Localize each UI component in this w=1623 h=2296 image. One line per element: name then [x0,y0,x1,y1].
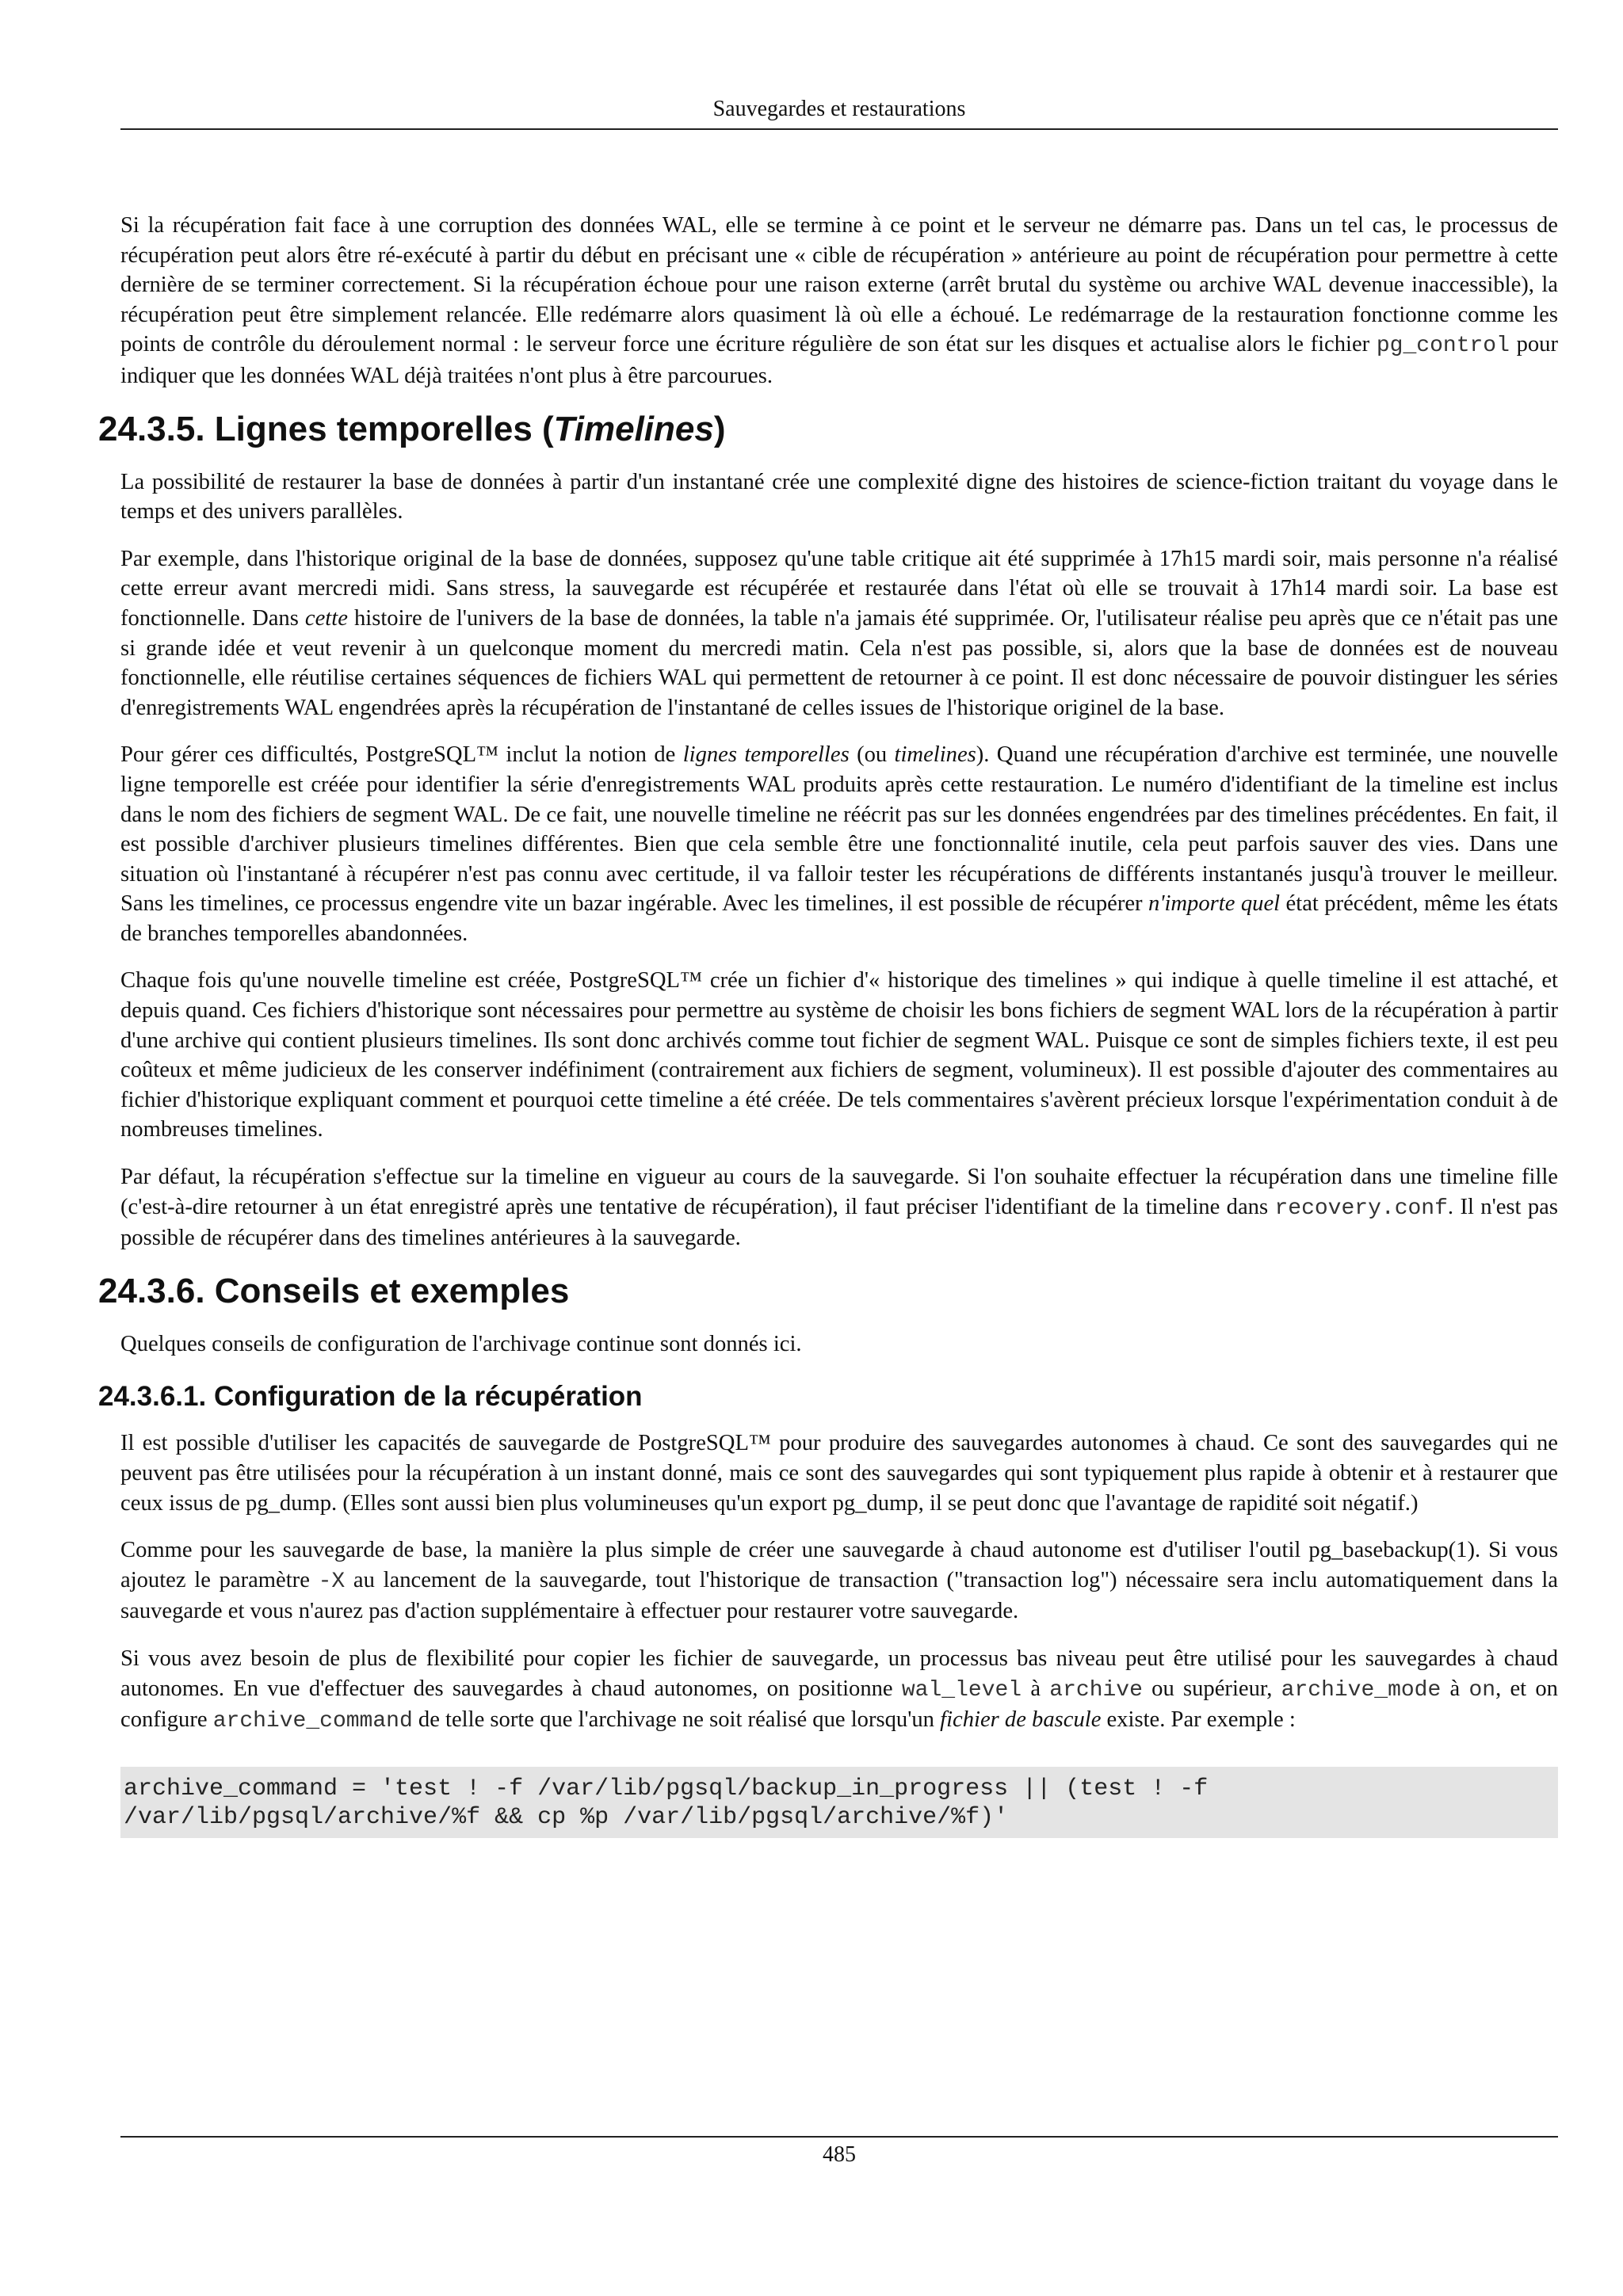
paragraph-timelines-default [120,1162,1558,1253]
inline-code: archive [1049,1677,1143,1703]
text-run: Par défaut, la récupération s'effectue sur la timeline en vigueur au cours de la sauvegarde. Si l'on souhaite effectuer la récupération dans une timeline fille (c'est-à-dire retourner à un état enregistré après une tentative de récupération), il faut préciser l'identifiant de la timeline dans [120,1165,1558,1219]
text-run: de telle sorte que l'archivage ne soit réalisé que lorsqu'un [412,1707,941,1733]
text-run: Pour gérer ces difficultés, PostgreSQL™ inclut la notion de [120,742,683,768]
page-content [98,211,1559,1838]
emphasis: fichier de bascule [940,1707,1102,1733]
text-run: , et on configure [120,1676,1558,1733]
code-block-archive-command [120,1767,1558,1838]
inline-code: archive_mode [1281,1677,1442,1703]
text-run: (ou [849,742,895,768]
text-run: . Il n'est pas possible de récupérer dans des timelines antérieures à la sauvegarde. [120,1194,1559,1251]
subsection-heading-recovery-config: 24.3.6.1. Configuration de la récupération [98,1381,643,1413]
emphasis: n'importe quel [1148,891,1281,917]
paragraph-timelines-example [120,544,1558,723]
paragraph-tips-intro: Quelques conseils de configuration de l'archivage continue sont donnés ici. [120,1331,802,1356]
text-run: Par exemple, dans l'historique original de la base de données, supposez qu'une table critique ait été supprimée à 17h15 mardi soir, mais personne n'a réalisé cette erreur avant mercredi midi. Sans stress, la sauvegarde est récupérée et restaurée dans l'état où elle se trouvait à 17h14 mardi soir. La base est fonctionnelle. Dans [120,546,1558,631]
inline-code: pg_control [1376,334,1510,359]
text-run: Si vous avez besoin de plus de flexibilité pour copier les fichier de sauvegarde, un processus bas niveau peut être utilisé pour les sauvegardes à chaud autonomes. En vue d'effectuer des sauvegardes à chaud autonomes, on positionne [120,1646,1558,1701]
inline-code: archive_command [212,1709,413,1734]
paragraph-timelines-history: Chaque fois qu'une nouvelle timeline est créée, PostgreSQL™ crée un fichier d'« historique des timelines » qui indique à quelle timeline il est attaché, et depuis quand. Ces fichiers d'historique sont nécessaires pour permettre au système de choisir les bons fichiers de segment WAL lors de la récupération à partir d'une archive qui contient plusieurs timelines. Ils sont donc archivés comme tout fichier de segment WAL. Puisque ce sont de simples fichiers texte, il est peu coûteux et même judicieux de les conserver indéfiniment (contrairement aux fichiers de segment, volumineux). Il est possible d'ajouter des commentaires au fichier d'historique expliquant comment et pourquoi cette timeline a été créée. De tels commentaires s'avèrent précieux lorsque l'expérimentation conduit à de nombreuses timelines. [120,968,1558,1142]
text-run: Si la récupération fait face à une corruption des données WAL, elle se termine à ce point et le serveur ne démarre pas. Dans un tel cas, le processus de récupération peut alors être ré-exécuté à partir du début en précisant une « cible de récupération » antérieure au point de récupération pour permettre à cette dernière de se terminer correctement. Si la récupération échoue pour une raison externe (arrêt brutal du système ou archive WAL devenue inaccessible), la récupération peut être simplement relancée. Elle redémarre alors quasiment là où elle a échoué. Le redémarrage de la restauration fonctionne comme les points de contrôle du déroulement normal : le serveur force une écriture régulière de son état sur les disques et actualise alors le fichier [120,213,1558,357]
text-run: pour indiquer que les données WAL déjà traitées n'ont plus à être parcourues. [120,332,1558,388]
paragraph-timelines-notion [120,740,1558,948]
emphasis: cette [304,605,348,631]
header-rule [120,128,1558,130]
heading-text: 24.3.5. Lignes temporelles ( [98,409,554,448]
paragraph-pg-basebackup [120,1535,1558,1627]
inline-code: recovery.conf [1274,1196,1448,1221]
paragraph-hot-backups: Il est possible d'utiliser les capacités de sauvegarde de PostgreSQL™ pour produire des sauvegardes autonomes à chaud. Ce sont des sauvegardes qui ne peuvent pas être utilisées pour la récupération à un instant donné, mais ce sont des sauvegardes qui sont typiquement plus rapide à obtenir et à restaurer que ceux issus de pg_dump. (Elles sont aussi bien plus volumineuses qu'un export pg_dump, il se peut donc que l'avantage de rapidité soit négatif.) [120,1431,1558,1516]
code-line: /var/lib/pgsql/archive/%f && cp %p /var/lib/pgsql/archive/%f)' [124,1803,1009,1831]
paragraph-timelines-intro: La possibilité de restaurer la base de données à partir d'un instantané crée une complexité digne des histoires de science-fiction traitant du voyage dans le temps et des univers parallèles. [120,469,1558,524]
code-line: archive_command = 'test ! -f /var/lib/pgsql/backup_in_progress || (test ! -f [124,1775,1209,1802]
section-heading-tips: 24.3.6. Conseils et exemples [98,1271,570,1310]
footer-rule [120,2136,1558,2138]
text-run: état précédent, même les états de branches temporelles abandonnées. [120,891,1558,946]
text-run: à [1441,1676,1469,1701]
inline-code: -X [318,1569,346,1594]
heading-text: ) [713,409,726,448]
heading-emphasis: Timelines [553,409,714,448]
text-run: Comme pour les sauvegarde de base, la manière la plus simple de créer une sauvegarde à chaud autonome est d'utiliser l'outil pg_basebackup(1). Si vous ajoutez le paramètre [120,1538,1558,1592]
inline-code: wal_level [901,1677,1022,1703]
text-run: ). Quand une récupération d'archive est terminée, une nouvelle ligne temporelle est créée pour identifier la série d'enregistrements WAL produits après cette restauration. Le numéro d'identifiant de la timeline est inclus dans le nom des fichiers de segment WAL. De ce fait, une nouvelle timeline ne réécrit pas sur les données engendrées par des timelines précédentes. En fait, il est possible d'archiver plusieurs timelines différentes. Bien que cela semble être une fonctionnalité inutile, cela peut parfois sauver des vies. Dans une situation où l'instantané à récupérer n'est pas connu avec certitude, il va falloir tester les récupérations de différents instantanés jusqu'à trouver le meilleur. Sans les timelines, ce processus engendre vite un bazar ingérable. Avec les timelines, il est possible de récupérer [120,742,1558,917]
text-run: au lancement de la sauvegarde, tout l'historique de transaction ("transaction log") nécessaire sera inclu automatiquement dans la sauvegarde et vous n'aurez pas d'action supplémentaire à effectuer pour restaurer votre sauvegarde. [120,1567,1558,1624]
text-run: existe. Par exemple : [1101,1707,1296,1733]
emphasis: lignes temporelles [682,742,850,768]
page-number: 485 [823,2142,856,2167]
running-header: Sauvegardes et restaurations [712,97,966,121]
section-heading-timelines [98,409,1558,450]
paragraph-recovery-corruption [120,211,1558,391]
text-run: à [1022,1676,1050,1701]
emphasis: timelines [894,742,976,768]
paragraph-low-level-process [120,1644,1558,1737]
text-run: ou supérieur, [1142,1676,1281,1701]
text-run: histoire de l'univers de la base de données, la table n'a jamais été supprimée. Or, l'utilisateur réalise peu après que ce n'était pas une si grande idée et veut revenir à un quelconque moment du mercredi matin. Cela n'est pas possible, si, alors que la base de données est de nouveau fonctionnelle, elle réutilise certaines séquences de fichiers WAL qui permettent de retourner à ce point. Il est donc nécessaire de pouvoir distinguer les séries d'enregistrements WAL engendrées après la récupération de l'instantané de celles issues de l'historique originel de la base. [120,605,1558,720]
inline-code: on [1468,1677,1496,1703]
